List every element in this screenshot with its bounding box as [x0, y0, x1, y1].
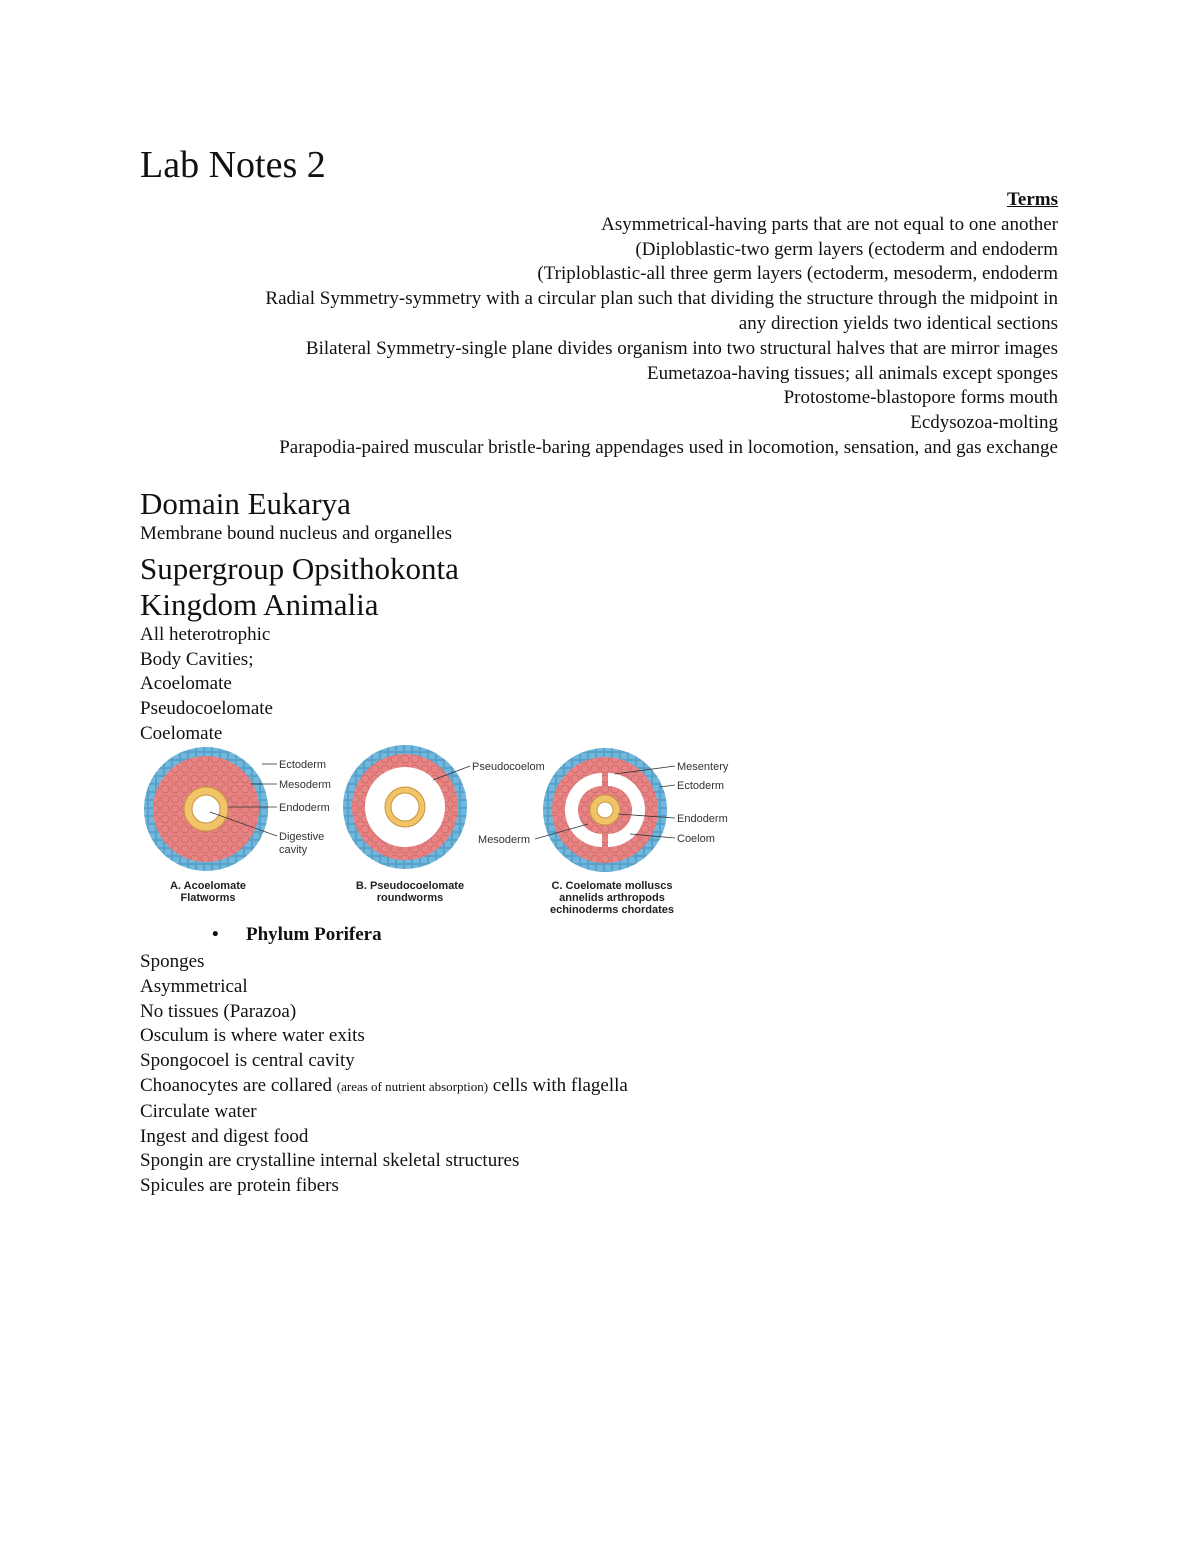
terms-heading: Terms: [1006, 189, 1058, 210]
term-line: Protostome-blastopore forms mouth: [783, 387, 1058, 409]
porifera-line: Spongocoel is central cavity: [140, 1050, 355, 1072]
term-line: Radial Symmetry-symmetry with a circular plan such that dividing the structure through the midpoint in: [265, 288, 1058, 310]
porifera-line: Osculum is where water exits: [140, 1025, 365, 1047]
choanocytes-line: [140, 1074, 628, 1100]
porifera-heading: Phylum Porifera: [246, 924, 382, 945]
kingdom-line: Coelomate: [140, 722, 223, 744]
label-mesoderm: Mesoderm: [279, 779, 331, 791]
term-line: (Triploblastic-all three germ layers (ectoderm, mesoderm, endoderm: [537, 263, 1058, 285]
label-pseudocoelom: Pseudocoelom: [472, 761, 545, 773]
term-line: Eumetazoa-having tissues; all animals except sponges: [646, 362, 1058, 384]
label-coelom: Coelom: [677, 833, 715, 845]
kingdom-line: All heterotrophic: [140, 623, 271, 645]
supergroup-heading: Supergroup Opsithokonta: [140, 550, 459, 586]
porifera-line: No tissues (Parazoa): [140, 1000, 297, 1022]
porifera-section: [140, 950, 628, 1199]
term-line: Asymmetrical-having parts that are not equal to one another: [601, 213, 1058, 235]
bullet-icon: •: [212, 924, 219, 945]
kingdom-line: Pseudocoelomate: [140, 698, 273, 720]
term-line: Ecdysozoa-molting: [910, 412, 1058, 434]
kingdom-line: Body Cavities;: [140, 648, 254, 670]
coelomate-diagram: [478, 748, 729, 916]
choanocytes-pre: Choanocytes are collared: [140, 1074, 337, 1096]
caption-c: C. Coelomate molluscs: [551, 880, 673, 892]
pseudocoelomate-diagram: [343, 745, 545, 904]
choanocytes-note: (areas of nutrient absorption): [336, 1078, 489, 1094]
caption-c-sub1: annelids arthropods: [559, 892, 665, 904]
porifera-line: Asymmetrical: [140, 975, 248, 997]
domain-text: Membrane bound nucleus and organelles: [140, 523, 453, 544]
choanocytes-post: cells with flagella: [488, 1074, 628, 1096]
label-ectoderm: Ectoderm: [279, 759, 327, 771]
caption-a-sub: Flatworms: [180, 892, 236, 904]
label-endoderm-c: Endoderm: [677, 813, 728, 825]
label-ectoderm-c: Ectoderm: [677, 780, 725, 792]
label-endoderm: Endoderm: [279, 802, 330, 814]
caption-a: A. Acoelomate: [169, 880, 247, 892]
label-mesoderm-b: Mesoderm: [478, 834, 530, 846]
terms-section: [98, 188, 1058, 461]
term-line: Bilateral Symmetry-single plane divides organism into two structural halves that are mirror images: [305, 337, 1058, 359]
page-title: Lab Notes 2: [140, 144, 326, 186]
term-line: any direction yields two identical sections: [738, 312, 1058, 334]
porifera-line: Spongin are crystalline internal skeletal structures: [140, 1150, 520, 1172]
label-digestive: Digestive: [279, 831, 325, 843]
porifera-line: Sponges: [140, 951, 205, 972]
term-line: Parapodia-paired muscular bristle-baring appendages used in locomotion, sensation, and gas exchange: [279, 436, 1058, 458]
kingdom-line: Acoelomate: [140, 673, 232, 695]
digestive-cavity: [192, 795, 220, 823]
caption-b-sub: roundworms: [376, 892, 444, 904]
porifera-line: Circulate water: [140, 1100, 257, 1122]
caption-c-sub2: echinoderms chordates: [549, 904, 675, 916]
term-line: (Diploblastic-two germ layers (ectoderm and endoderm: [635, 238, 1058, 260]
porifera-bullet: [212, 924, 382, 946]
domain-heading: Domain Eukarya: [140, 486, 351, 521]
caption-b: B. Pseudocoelomate: [355, 880, 465, 892]
porifera-line: Spicules are protein fibers: [140, 1175, 339, 1197]
body-cavity-diagram: [140, 744, 740, 920]
acoelomate-diagram: [144, 747, 331, 904]
porifera-line: Ingest and digest food: [140, 1125, 309, 1147]
label-cavity: cavity: [279, 844, 308, 856]
kingdom-heading: Kingdom Animalia: [140, 586, 379, 622]
label-mesentery: Mesentery: [677, 761, 729, 773]
classification-section: [140, 486, 459, 747]
